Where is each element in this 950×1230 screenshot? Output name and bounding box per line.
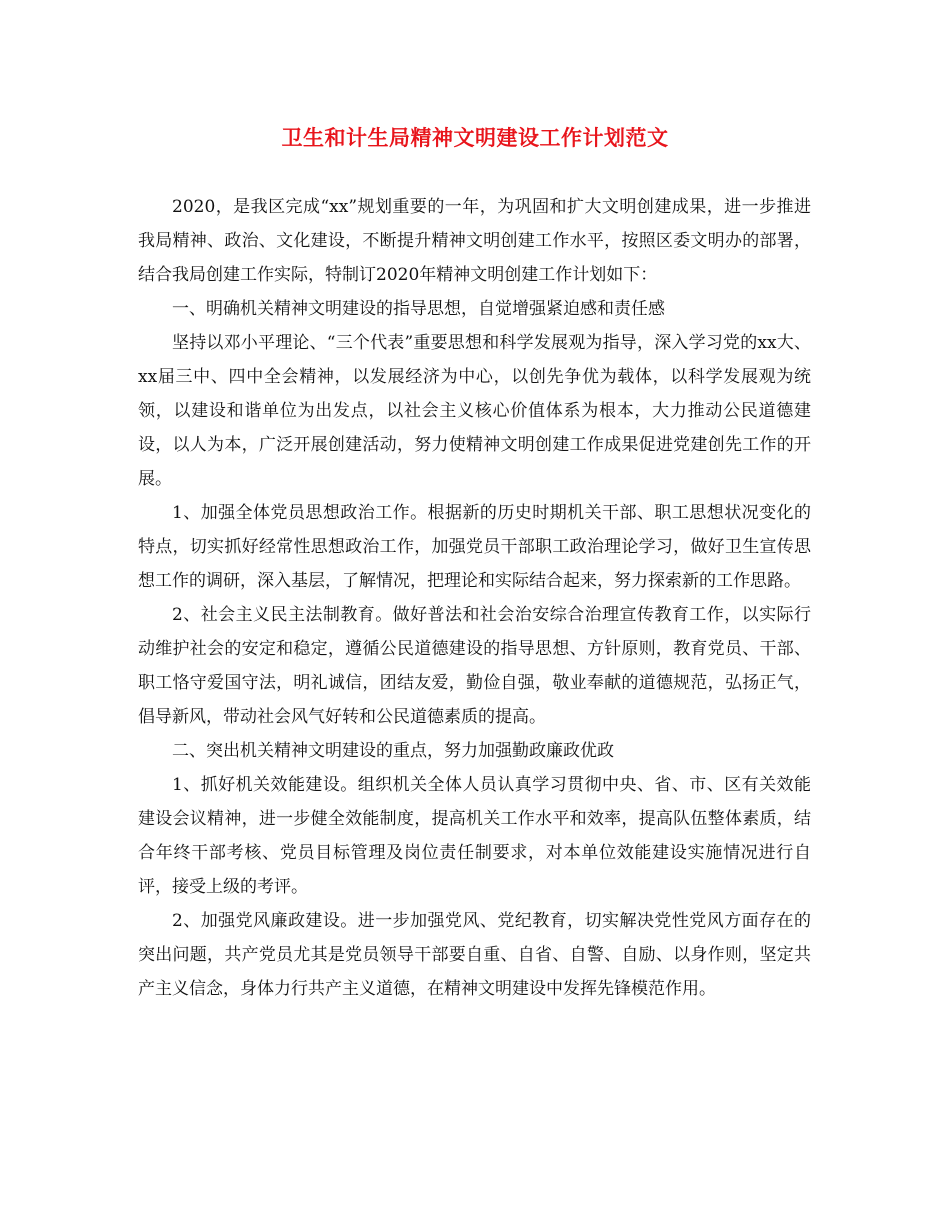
document-title: 卫生和计生局精神文明建设工作计划范文 (281, 126, 669, 150)
paragraph-intro: 2020，是我区完成“xx”规划重要的一年，为巩固和扩大文明创建成果，进一步推进我局精神、政治、文化建设，不断提升精神文明创建工作水平，按照区委文明办的部署，结合我局创建工作实际，特制订2020年精神文明创建工作计划如下： (138, 197, 811, 285)
paragraph-item-2-2: 2、加强党风廉政建设。进一步加强党风、党纪教育，切实解决党性党风方面存在的突出问题，共产党员尤其是党员领导干部要自重、自省、自警、自励、以身作则，坚定共产主义信念，身体力行共产主义道德，在精神文明建设中发挥先锋模范作用。 (138, 911, 811, 999)
paragraph-item-1-2: 2、社会主义民主法制教育。做好普法和社会治安综合治理宣传教育工作，以实际行动维护社会的安定和稳定，遵循公民道德建设的指导思想、方针原则，教育党员、干部、职工恪守爱国守法，明礼诚信，团结友爱，勤俭自强，敬业奉献的道德规范，弘扬正气，倡导新风，带动社会风气好转和公民道德素质的提高。 (138, 605, 811, 727)
section-heading-2: 二、突出机关精神文明建设的重点，努力加强勤政廉政优政 (172, 741, 614, 761)
paragraph-item-2-1: 1、抓好机关效能建设。组织机关全体人员认真学习贯彻中央、省、市、区有关效能建设会议精神，进一步健全效能制度，提高机关工作水平和效率，提高队伍整体素质，结合年终干部考核、党员目标管理及岗位责任制要求，对本单位效能建设实施情况进行自评，接受上级的考评。 (138, 775, 811, 897)
section-heading-1: 一、明确机关精神文明建设的指导思想，自觉增强紧迫感和责任感 (172, 299, 665, 319)
document-body (138, 190, 811, 1006)
paragraph-guiding-thought: 坚持以邓小平理论、“三个代表”重要思想和科学发展观为指导，深入学习党的xx大、xx届三中、四中全会精神，以发展经济为中心，以创先争优为载体，以科学发展观为统领，以建设和谐单位为出发点，以社会主义核心价值体系为根本，大力推动公民道德建设，以人为本，广泛开展创建活动，努力使精神文明创建工作成果促进党建创先工作的开展。 (138, 333, 811, 489)
paragraph-item-1-1: 1、加强全体党员思想政治工作。根据新的历史时期机关干部、职工思想状况变化的特点，切实抓好经常性思想政治工作，加强党员干部职工政治理论学习，做好卫生宣传思想工作的调研，深入基层，了解情况，把理论和实际结合起来，努力探索新的工作思路。 (138, 503, 811, 591)
